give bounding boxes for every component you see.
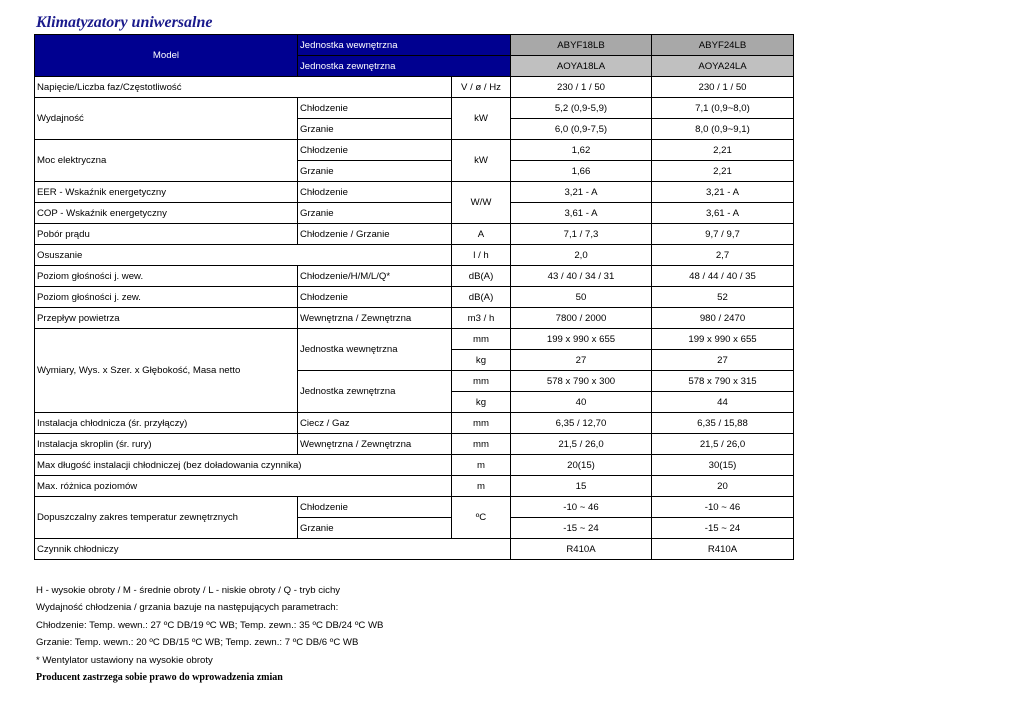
param-label: Pobór prądu	[35, 224, 298, 245]
param-label: COP - Wskaźnik energetyczny	[35, 203, 298, 224]
document-title: Klimatyzatory uniwersalne	[36, 14, 213, 31]
footnote: H - wysokie obroty / M - średnie obroty / L - niskie obroty / Q - tryb cichy	[36, 585, 341, 596]
value-cell: -10 ~ 46	[652, 497, 794, 518]
model-indoor-1: ABYF18LB	[511, 35, 652, 56]
unit-cell: m3 / h	[452, 308, 511, 329]
table-row	[35, 287, 794, 308]
mode-cell: Chłodzenie	[298, 182, 452, 203]
value-cell: 7,1 / 7,3	[511, 224, 652, 245]
value-cell: 578 x 790 x 300	[511, 371, 652, 392]
unit-cell: mm	[452, 329, 511, 350]
value-cell: 3,21 - A	[652, 182, 794, 203]
param-label: EER - Wskaźnik energetyczny	[35, 182, 298, 203]
value-cell: 3,21 - A	[511, 182, 652, 203]
param-label: Napięcie/Liczba faz/Częstotliwość	[35, 77, 452, 98]
unit-cell: kW	[452, 140, 511, 182]
table-row	[35, 434, 794, 455]
param-label: Poziom głośności j. wew.	[35, 266, 298, 287]
value-cell: R410A	[652, 539, 794, 560]
value-cell: 2,0	[511, 245, 652, 266]
value-cell: 199 x 990 x 655	[511, 329, 652, 350]
header-row-indoor	[35, 35, 794, 56]
value-cell: 8,0 (0,9~9,1)	[652, 119, 794, 140]
unit-cell: kg	[452, 392, 511, 413]
value-cell: 30(15)	[652, 455, 794, 476]
value-cell: 40	[511, 392, 652, 413]
value-cell: 2,7	[652, 245, 794, 266]
value-cell: 52	[652, 287, 794, 308]
value-cell: 2,21	[652, 140, 794, 161]
value-cell: 3,61 - A	[511, 203, 652, 224]
param-label: Czynnik chłodniczy	[35, 539, 511, 560]
value-cell: 578 x 790 x 315	[652, 371, 794, 392]
mode-cell: Grzanie	[298, 518, 452, 539]
unit-cell: m	[452, 455, 511, 476]
value-cell: 5,2 (0,9-5,9)	[511, 98, 652, 119]
value-cell: 20	[652, 476, 794, 497]
footnotes	[36, 582, 383, 686]
unit-cell: V / ø / Hz	[452, 77, 511, 98]
param-label: Moc elektryczna	[35, 140, 298, 182]
mode-cell: Chłodzenie/H/M/L/Q*	[298, 266, 452, 287]
disclaimer: Producent zastrzega sobie prawo do wprowadzenia zmian	[36, 672, 283, 684]
value-cell: 230 / 1 / 50	[511, 77, 652, 98]
param-label: Poziom głośności j. zew.	[35, 287, 298, 308]
footnote: * Wentylator ustawiony na wysokie obroty	[36, 654, 213, 666]
indoor-unit-header: Jednostka wewnętrzna	[298, 35, 511, 56]
table-row	[35, 266, 794, 287]
value-cell: -15 ~ 24	[652, 518, 794, 539]
mode-cell: Chłodzenie / Grzanie	[298, 224, 452, 245]
unit-cell: dB(A)	[452, 287, 511, 308]
param-label: Max długość instalacji chłodniczej (bez doładowania czynnika)	[35, 455, 452, 476]
mode-cell: Ciecz / Gaz	[298, 413, 452, 434]
mode-cell: Grzanie	[298, 119, 452, 140]
param-label: Dopuszczalny zakres temperatur zewnętrznych	[35, 497, 298, 539]
value-cell: -10 ~ 46	[511, 497, 652, 518]
value-cell: 15	[511, 476, 652, 497]
value-cell: 6,35 / 12,70	[511, 413, 652, 434]
param-label: Przepływ powietrza	[35, 308, 298, 329]
value-cell: 20(15)	[511, 455, 652, 476]
table-row	[35, 203, 794, 224]
spec-table	[34, 34, 794, 560]
value-cell: 1,62	[511, 140, 652, 161]
value-cell: 6,35 / 15,88	[652, 413, 794, 434]
table-row	[35, 539, 794, 560]
param-label: Wymiary, Wys. x Szer. x Głębokość, Masa netto	[35, 329, 298, 413]
value-cell: 27	[511, 350, 652, 371]
mode-cell: Chłodzenie	[298, 497, 452, 518]
table-row	[35, 140, 794, 161]
value-cell: 48 / 44 / 40 / 35	[652, 266, 794, 287]
model-indoor-2: ABYF24LB	[652, 35, 794, 56]
param-label: Instalacja skroplin (śr. rury)	[35, 434, 298, 455]
unit-cell: l / h	[452, 245, 511, 266]
value-cell: 6,0 (0,9-7,5)	[511, 119, 652, 140]
mode-cell: Grzanie	[298, 161, 452, 182]
value-cell: 230 / 1 / 50	[652, 77, 794, 98]
mode-cell: Grzanie	[298, 203, 452, 224]
table-row	[35, 245, 794, 266]
value-cell: 980 / 2470	[652, 308, 794, 329]
param-label: Max. różnica poziomów	[35, 476, 452, 497]
unit-cell: kW	[452, 98, 511, 140]
mode-cell: Wewnętrzna / Zewnętrzna	[298, 308, 452, 329]
mode-cell: Chłodzenie	[298, 98, 452, 119]
unit-cell: dB(A)	[452, 266, 511, 287]
table-row	[35, 224, 794, 245]
mode-cell: Jednostka wewnętrzna	[298, 329, 452, 371]
mode-cell: Chłodzenie	[298, 287, 452, 308]
value-cell: 9,7 / 9,7	[652, 224, 794, 245]
unit-cell: mm	[452, 434, 511, 455]
mode-cell: Jednostka zewnętrzna	[298, 371, 452, 413]
outdoor-unit-header: Jednostka zewnętrzna	[298, 56, 511, 77]
footnote: Chłodzenie: Temp. wewn.: 27 ºC DB/19 ºC WB; Temp. zewn.: 35 ºC DB/24 ºC WB	[36, 619, 384, 631]
footnote: Wydajność chłodzenia / grzania bazuje na następujących parametrach:	[36, 602, 339, 614]
table-row	[35, 308, 794, 329]
value-cell: 50	[511, 287, 652, 308]
table-row	[35, 497, 794, 518]
model-outdoor-1: AOYA18LA	[511, 56, 652, 77]
value-cell: 43 / 40 / 34 / 31	[511, 266, 652, 287]
table-row	[35, 77, 794, 98]
table-row	[35, 476, 794, 497]
model-header: Model	[35, 35, 298, 77]
value-cell: 7,1 (0,9~8,0)	[652, 98, 794, 119]
table-row	[35, 329, 794, 350]
unit-cell: kg	[452, 350, 511, 371]
unit-cell: W/W	[452, 182, 511, 224]
mode-cell: Chłodzenie	[298, 140, 452, 161]
value-cell: 2,21	[652, 161, 794, 182]
unit-cell: mm	[452, 371, 511, 392]
param-label: Wydajność	[35, 98, 298, 140]
unit-cell: A	[452, 224, 511, 245]
value-cell: -15 ~ 24	[511, 518, 652, 539]
value-cell: 1,66	[511, 161, 652, 182]
value-cell: 3,61 - A	[652, 203, 794, 224]
footnote: Grzanie: Temp. wewn.: 20 ºC DB/15 ºC WB; Temp. zewn.: 7 ºC DB/6 ºC WB	[36, 637, 359, 649]
unit-cell: ºC	[452, 497, 511, 539]
unit-cell: mm	[452, 413, 511, 434]
value-cell: 27	[652, 350, 794, 371]
table-row	[35, 455, 794, 476]
unit-cell: m	[452, 476, 511, 497]
mode-cell: Wewnętrzna / Zewnętrzna	[298, 434, 452, 455]
value-cell: 199 x 990 x 655	[652, 329, 794, 350]
param-label: Instalacja chłodnicza (śr. przyłączy)	[35, 413, 298, 434]
param-label: Osuszanie	[35, 245, 452, 266]
model-outdoor-2: AOYA24LA	[652, 56, 794, 77]
value-cell: 44	[652, 392, 794, 413]
table-row	[35, 182, 794, 203]
value-cell: 7800 / 2000	[511, 308, 652, 329]
table-row	[35, 98, 794, 119]
table-row	[35, 413, 794, 434]
value-cell: R410A	[511, 539, 652, 560]
value-cell: 21,5 / 26,0	[652, 434, 794, 455]
value-cell: 21,5 / 26,0	[511, 434, 652, 455]
